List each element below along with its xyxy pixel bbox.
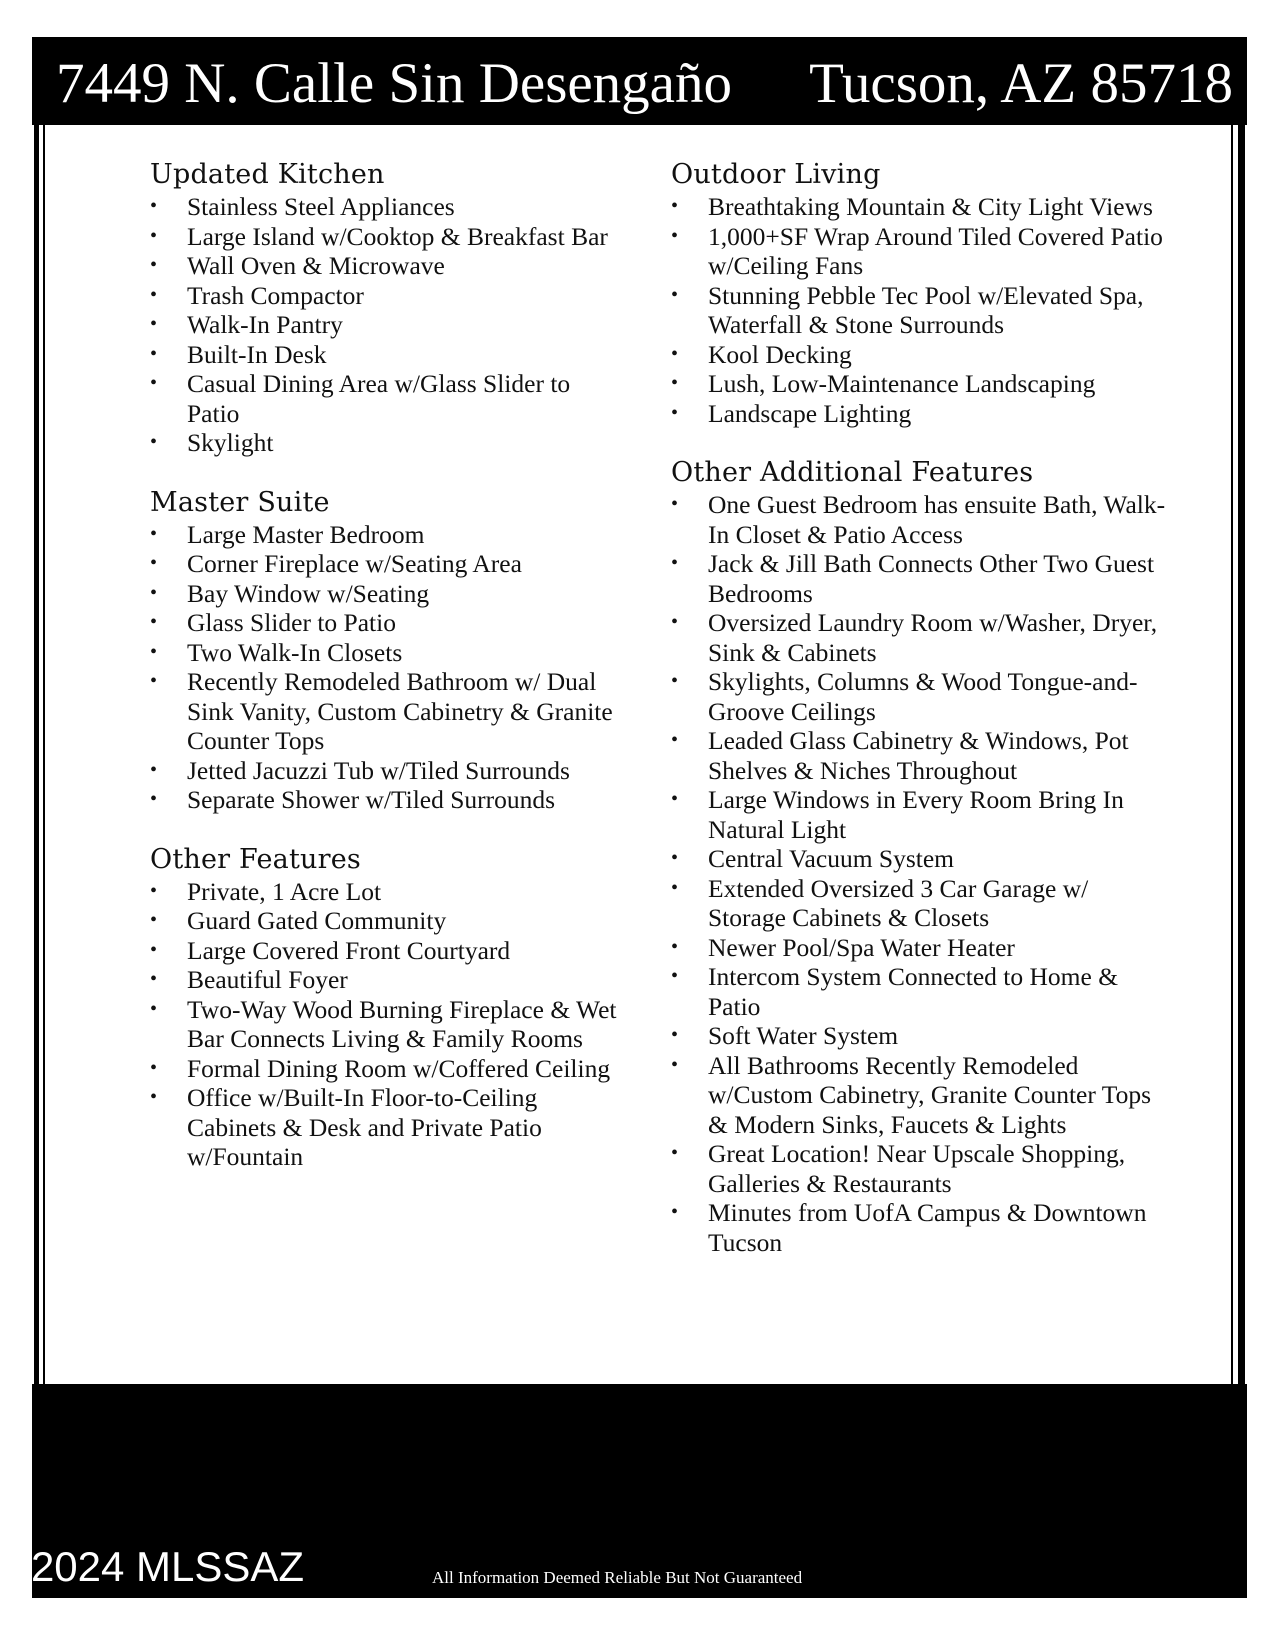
feature-list [150,192,620,458]
list-item: • Trash Compactor [150,281,620,311]
list-item: • All Bathrooms Recently Remodeled w/Custom Cabinetry, Granite Counter Tops & Modern Sinks, Faucets & Lights [671,1051,1171,1140]
list-item: • Breathtaking Mountain & City Light Views [671,192,1171,222]
list-item: • Recently Remodeled Bathroom w/ Dual Sink Vanity, Custom Cabinetry & Granite Counter Tops [150,667,620,756]
list-item: • Private, 1 Acre Lot [150,877,620,907]
frame-border-right-outer [1238,123,1245,1384]
list-item: • Soft Water System [671,1021,1171,1051]
list-item: • Skylight [150,428,620,458]
section-title: Outdoor Living [671,159,881,190]
property-address: 7449 N. Calle Sin Desengaño [56,52,732,115]
left-feature-column [150,158,620,1200]
list-item: • Formal Dining Room w/Coffered Ceiling [150,1054,620,1084]
frame-border-left-outer [34,123,39,1384]
list-item: • Guard Gated Community [150,906,620,936]
property-city: Tucson, AZ 85718 [809,52,1233,115]
list-item: • Walk-In Pantry [150,310,620,340]
section-outdoor-living [671,158,1171,428]
list-item: • Large Master Bedroom [150,520,620,550]
list-item: • Minutes from UofA Campus & Downtown Tucson [671,1198,1171,1257]
list-item: • Oversized Laundry Room w/Washer, Dryer, Sink & Cabinets [671,608,1171,667]
list-item: • Bay Window w/Seating [150,579,620,609]
list-item: • One Guest Bedroom has ensuite Bath, Walk-In Closet & Patio Access [671,490,1171,549]
right-feature-column [671,158,1171,1285]
feature-list [671,192,1171,428]
frame-border-left-inner [43,123,45,1384]
list-item: • Lush, Low-Maintenance Landscaping [671,369,1171,399]
feature-list [150,877,620,1172]
list-item: • Two Walk-In Closets [150,638,620,668]
section-other-features [150,843,620,1172]
list-item: • Glass Slider to Patio [150,608,620,638]
list-item: • Intercom System Connected to Home & Patio [671,962,1171,1021]
list-item: • Extended Oversized 3 Car Garage w/ Storage Cabinets & Closets [671,874,1171,933]
list-item: • Built-In Desk [150,340,620,370]
list-item: • Stainless Steel Appliances [150,192,620,222]
list-item: • Casual Dining Area w/Glass Slider to Patio [150,369,620,428]
section-title: Other Additional Features [671,457,1034,488]
list-item: • Large Island w/Cooktop & Breakfast Bar [150,222,620,252]
list-item: • Great Location! Near Upscale Shopping, Galleries & Restaurants [671,1139,1171,1198]
list-item: • Large Covered Front Courtyard [150,936,620,966]
list-item: • Large Windows in Every Room Bring In Natural Light [671,785,1171,844]
list-item: • Kool Decking [671,340,1171,370]
list-item: • Two-Way Wood Burning Fireplace & Wet Bar Connects Living & Family Rooms [150,995,620,1054]
list-item: • Corner Fireplace w/Seating Area [150,549,620,579]
list-item: • Central Vacuum System [671,844,1171,874]
list-item: • Beautiful Foyer [150,965,620,995]
list-item: • Leaded Glass Cabinetry & Windows, Pot Shelves & Niches Throughout [671,726,1171,785]
copyright-watermark: ©2024 MLSSAZ [0,1543,305,1590]
list-item: • Jetted Jacuzzi Tub w/Tiled Surrounds [150,756,620,786]
section-updated-kitchen [150,158,620,458]
section-other-additional-features [671,456,1171,1257]
list-item: • Newer Pool/Spa Water Heater [671,933,1171,963]
list-item: • Jack & Jill Bath Connects Other Two Guest Bedrooms [671,549,1171,608]
section-master-suite [150,486,620,815]
list-item: • Separate Shower w/Tiled Surrounds [150,785,620,815]
disclaimer-text: All Information Deemed Reliable But Not Guaranteed [432,1568,803,1587]
section-title: Other Features [150,843,361,875]
feature-list [671,490,1171,1257]
section-title: Updated Kitchen [150,159,385,190]
list-item: • 1,000+SF Wrap Around Tiled Covered Patio w/Ceiling Fans [671,222,1171,281]
section-title: Master Suite [150,486,330,518]
list-item: • Landscape Lighting [671,399,1171,429]
frame-border-right-inner [1231,123,1233,1384]
list-item: • Skylights, Columns & Wood Tongue-and-Groove Ceilings [671,667,1171,726]
list-item: • Office w/Built-In Floor-to-Ceiling Cabinets & Desk and Private Patio w/Fountain [150,1083,620,1172]
list-item: • Wall Oven & Microwave [150,251,620,281]
feature-list [150,520,620,815]
list-item: • Stunning Pebble Tec Pool w/Elevated Spa, Waterfall & Stone Surrounds [671,281,1171,340]
